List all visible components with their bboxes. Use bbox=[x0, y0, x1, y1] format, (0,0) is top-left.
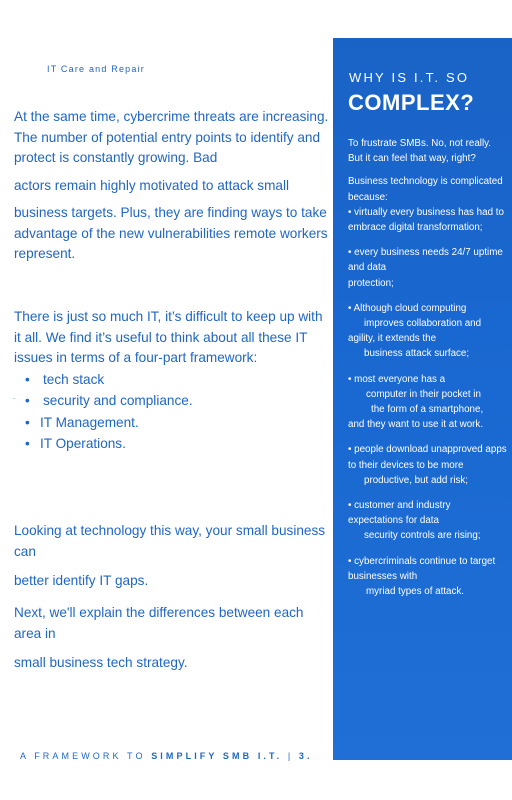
sidebar-item bbox=[348, 554, 508, 600]
page-number: 3. bbox=[298, 751, 313, 761]
list-item-label: IT Operations. bbox=[40, 436, 126, 451]
sidebar-title: COMPLEX? bbox=[348, 90, 475, 115]
sidebar-item-text: productive, but add risk; bbox=[364, 474, 469, 486]
sidebar-item-text: • people download unapproved apps to their devices to be more bbox=[348, 444, 507, 471]
sidebar-item-text: and they want to use it at work. bbox=[348, 419, 484, 431]
footer-bold: SIMPLIFY SMB I.T. bbox=[151, 751, 283, 761]
bullet-icon: • bbox=[25, 436, 30, 451]
sidebar-item-text: • cybercriminals continue to target businesses with bbox=[348, 555, 496, 582]
list-item-label: tech stack bbox=[43, 371, 105, 387]
sidebar-item-text: • customer and industry expectations for data bbox=[348, 500, 451, 527]
header-label: IT Care and Repair bbox=[47, 64, 145, 74]
sidebar-item-text: agility, it extends the bbox=[348, 333, 437, 345]
paragraph-threats-part-a: At the same time, cybercrime threats are increasing. The number of potential entry points to identify and protect is constantly growing. Bad bbox=[14, 109, 329, 165]
sidebar-intro: To frustrate SMBs. No, not really. But it can feel that way, right? bbox=[348, 138, 492, 165]
list-item-label: security and compliance. bbox=[43, 393, 193, 408]
paragraph-gaps bbox=[14, 521, 332, 592]
stray-mark: ˙ bbox=[13, 397, 16, 407]
sidebar-item-text: security controls are rising; bbox=[364, 530, 481, 542]
footer-separator: | bbox=[282, 751, 299, 761]
sidebar-body bbox=[348, 136, 508, 599]
sidebar-item: • virtually every business has had to embrace digital transformation; bbox=[348, 206, 504, 234]
list-item bbox=[14, 390, 332, 412]
paragraph-next-line-1: Next, we'll explain the differences between each area in bbox=[14, 605, 304, 641]
paragraph-threats-part-c: business targets. Plus, they are finding ways to take advantage of the new vulnerabilities remote workers represent. bbox=[14, 205, 328, 261]
sidebar-item bbox=[348, 301, 508, 362]
sidebar-lead: Business technology is complicated because: bbox=[348, 176, 503, 203]
list-item bbox=[14, 369, 332, 391]
framework-section bbox=[14, 307, 332, 455]
framework-list bbox=[14, 369, 332, 455]
sidebar-kicker: WHY IS I.T. SO bbox=[349, 70, 470, 85]
page-footer bbox=[20, 751, 313, 761]
sidebar-panel bbox=[333, 38, 512, 760]
list-item bbox=[14, 433, 332, 455]
bullet-icon: • bbox=[25, 414, 30, 430]
paragraph-next bbox=[14, 603, 332, 674]
bullet-icon: • bbox=[25, 371, 30, 387]
bullet-icon: • bbox=[25, 393, 30, 408]
sidebar-item-text: protection; bbox=[348, 277, 394, 289]
sidebar-item-text: business attack surface; bbox=[364, 348, 470, 360]
list-item bbox=[14, 412, 332, 434]
paragraph-framework: There is just so much IT, it’s difficult to keep up with it all. We find it’s useful to think about all these IT issues in terms of a four-part framework: bbox=[14, 309, 323, 365]
sidebar-item-text: the form of a smartphone, bbox=[371, 404, 484, 416]
sidebar-item-text: • most everyone has a bbox=[348, 373, 446, 385]
footer-prefix: A FRAMEWORK TO bbox=[20, 751, 152, 761]
list-item-label: IT Management. bbox=[40, 414, 139, 430]
paragraph-threats-part-b: actors remain highly motivated to attack small bbox=[14, 177, 290, 193]
paragraph-gaps-line-1: Looking at technology this way, your small business can bbox=[14, 523, 326, 559]
sidebar-item bbox=[348, 442, 508, 488]
paragraph-next-line-2: small business tech strategy. bbox=[14, 655, 188, 670]
sidebar-item bbox=[348, 498, 508, 544]
sidebar-item-text: • Although cloud computing bbox=[348, 302, 467, 314]
sidebar-item bbox=[348, 372, 508, 433]
sidebar-item-text: computer in their pocket in bbox=[366, 388, 481, 400]
paragraph-gaps-line-2: better identify IT gaps. bbox=[14, 573, 149, 588]
sidebar-item bbox=[348, 245, 508, 291]
sidebar-item-text: • every business needs 24/7 uptime and data bbox=[348, 247, 503, 274]
sidebar-item-text: improves collaboration and bbox=[364, 318, 482, 330]
paragraph-threats bbox=[14, 107, 332, 265]
sidebar-item-text: myriad types of attack. bbox=[366, 586, 465, 598]
